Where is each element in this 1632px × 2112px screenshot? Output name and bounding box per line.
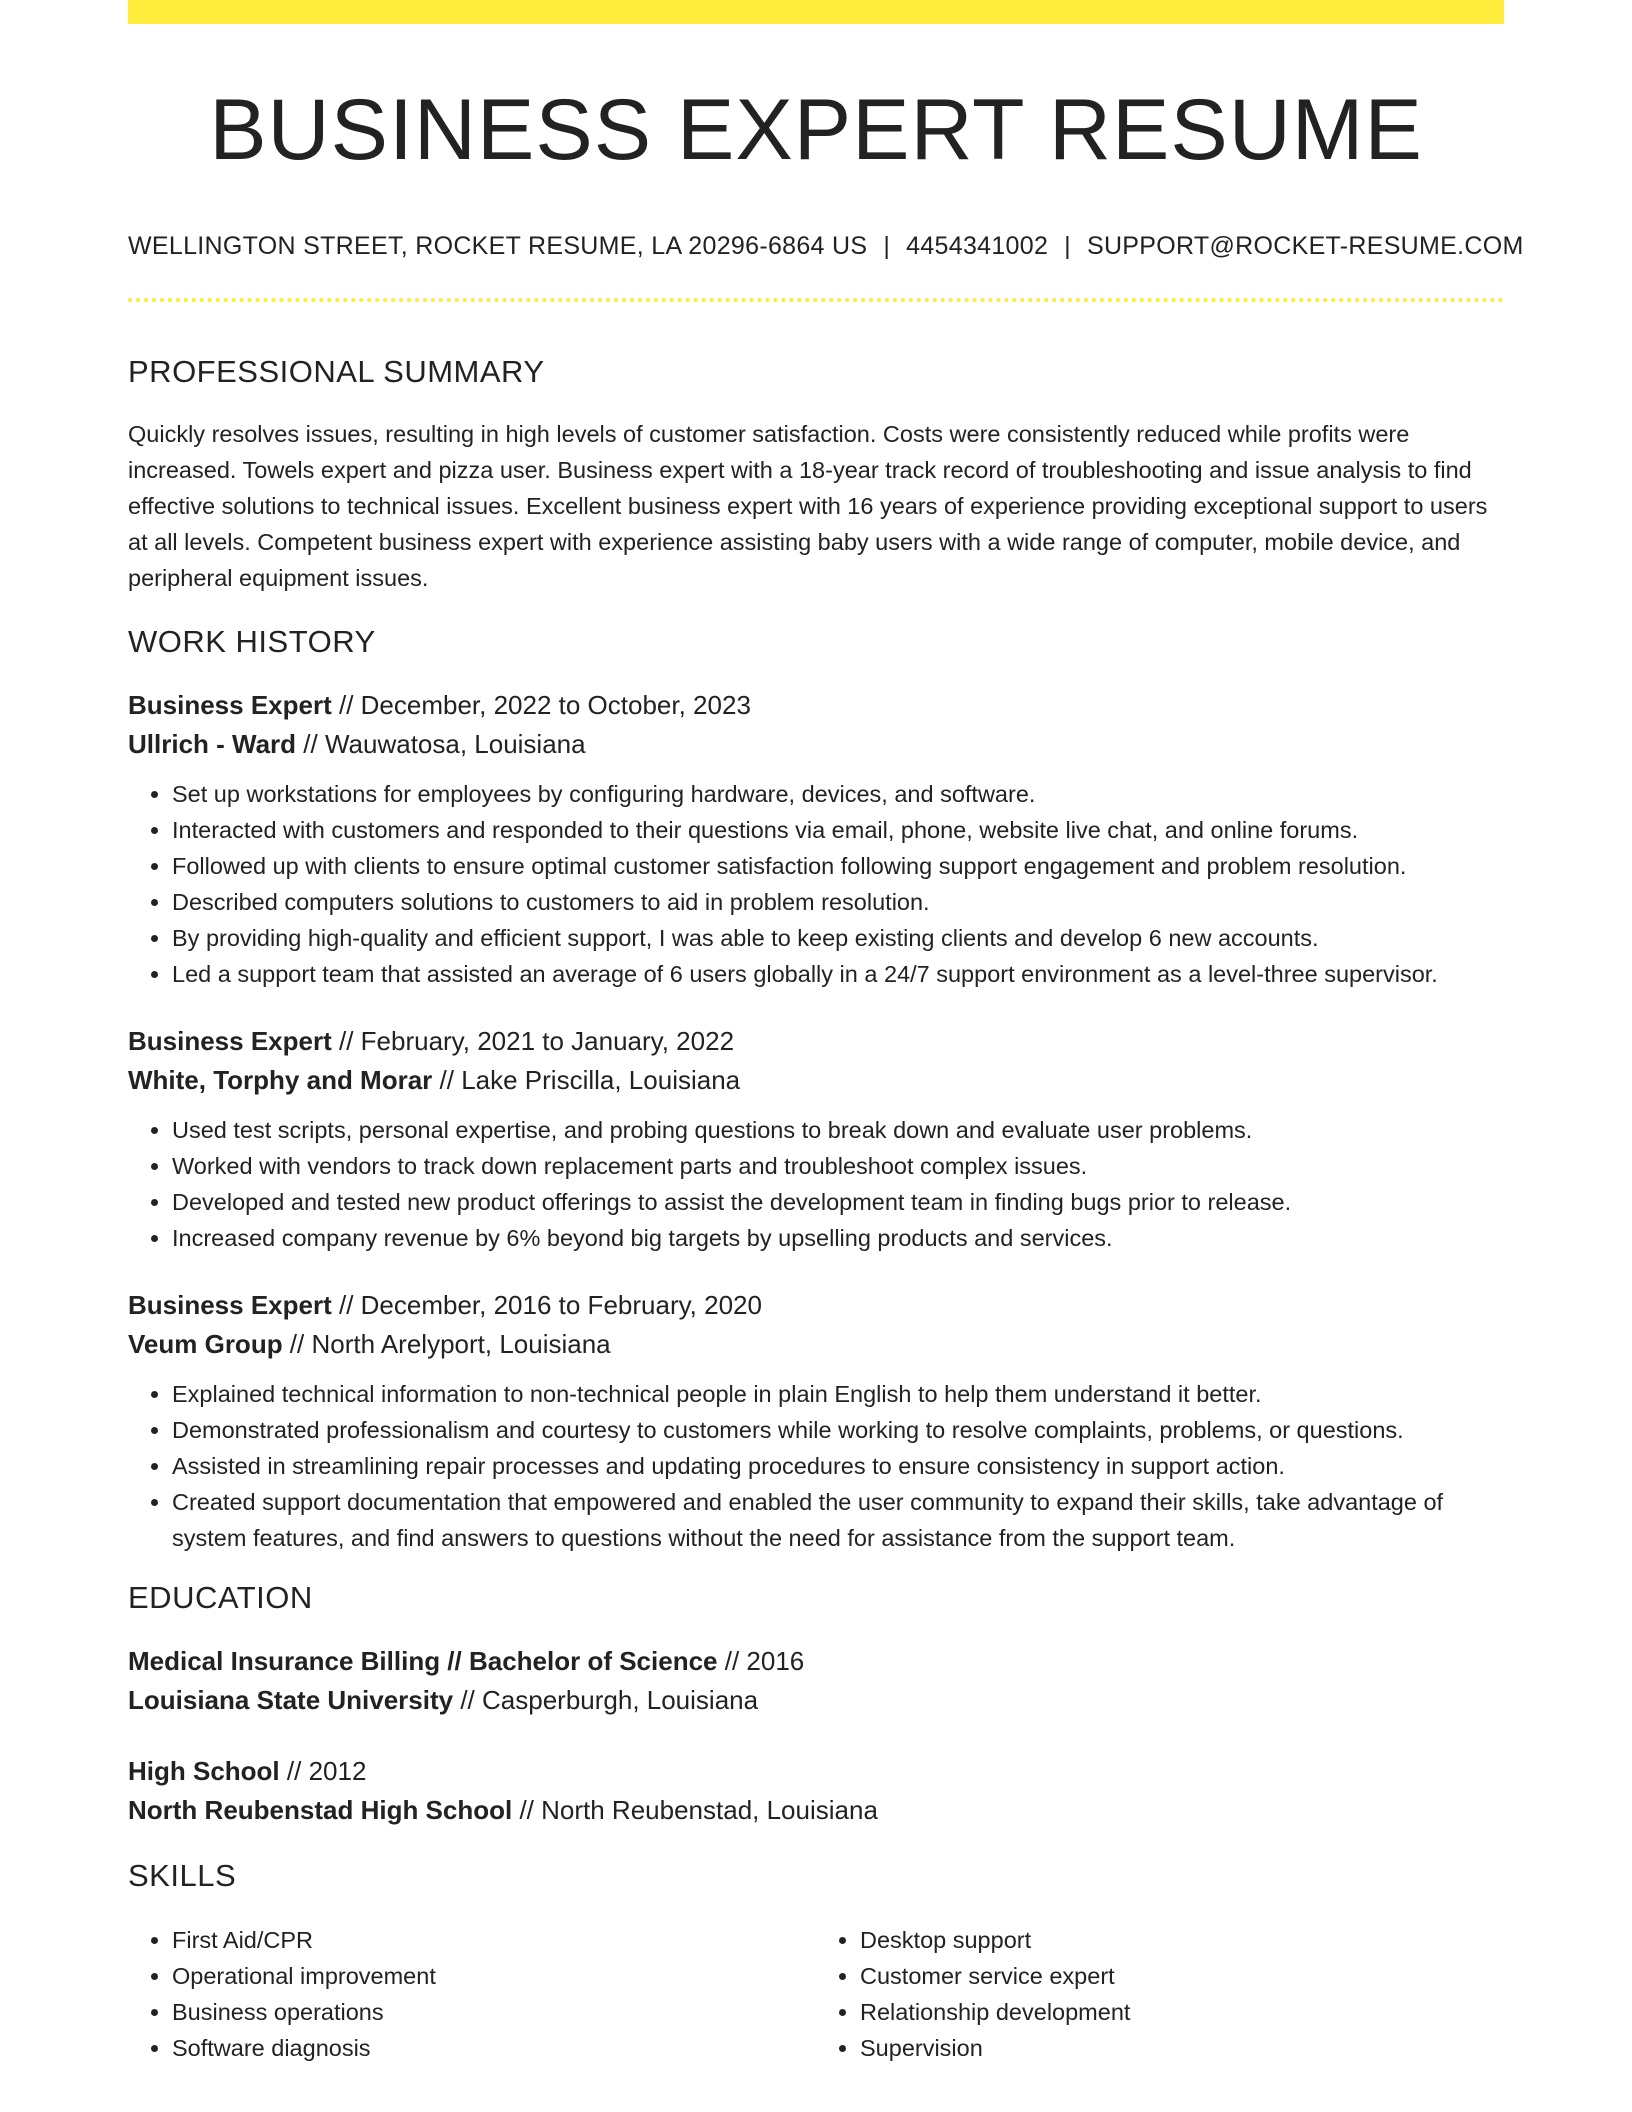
skill-item: • First Aid/CPR [172,1922,816,1958]
skills-columns [128,1910,1504,2066]
skill-item: • Software diagnosis [172,2030,816,2066]
job-bullet: • Interacted with customers and responded to their questions via email, phone, website live chat, and online forums. [172,812,1504,848]
job-bullet: • Used test scripts, personal expertise, and probing questions to break down and evaluate user problems. [172,1112,1504,1148]
education-entry [128,1752,1504,1830]
degree-name: High School [128,1756,280,1786]
job-bullet: • Created support documentation that empowered and enabled the user community to expand their skills, take advantage of system features, and find answers to questions without the need for assistance from the support team. [172,1484,1504,1556]
contact-line [128,230,1524,262]
job-entry [128,686,1504,992]
skills-list-left [128,1922,816,2066]
job-title: Business Expert [128,1290,332,1320]
skill-item: • Relationship development [860,1994,1504,2030]
school-line [128,1791,1504,1830]
skill-item: • Customer service expert [860,1958,1504,1994]
job-bullets [128,1112,1504,1256]
contact-separator: | [883,232,891,260]
degree-line [128,1642,1504,1681]
job-company: Veum Group [128,1329,283,1359]
school-name: North Reubenstad High School [128,1795,513,1825]
job-company-line [128,1061,1504,1100]
job-bullet: • Led a support team that assisted an average of 6 users globally in a 24/7 support environment as a level-three supervisor. [172,956,1504,992]
resume-title: BUSINESS EXPERT RESUME [209,82,1423,178]
job-entry [128,1022,1504,1256]
contact-address: WELLINGTON STREET, ROCKET RESUME, LA 20296-6864 US [128,232,868,260]
job-bullet: • By providing high-quality and efficient support, I was able to keep existing clients and develop 6 new accounts. [172,920,1504,956]
skill-item: • Supervision [860,2030,1504,2066]
job-dates: // February, 2021 to January, 2022 [331,1026,735,1056]
job-bullets [128,776,1504,992]
summary-text: Quickly resolves issues, resulting in high levels of customer satisfaction. Costs were consistently reduced while profits were increased. Towels expert and pizza user. Business expert with a 18-year track record of troubleshooting and issue analysis to find effective solutions to technical issues. Excellent business expert with 16 years of experience providing exceptional support to users at all levels. Competent business expert with experience assisting baby users with a wide range of computer, mobile device, and peripheral equipment issues. [128,421,1488,591]
job-title-line [128,686,1504,725]
dotted-divider [128,298,1504,302]
job-company: Ullrich - Ward [128,729,297,759]
work-history-heading: WORK HISTORY [128,624,376,659]
school-line [128,1681,1504,1720]
job-title: Business Expert [128,690,332,720]
skill-item: • Business operations [172,1994,816,2030]
school-name: Louisiana State University [128,1685,454,1715]
job-bullets [128,1376,1504,1556]
skill-item: • Operational improvement [172,1958,816,1994]
job-bullet: • Set up workstations for employees by configuring hardware, devices, and software. [172,776,1504,812]
resume-content [128,0,1524,2066]
job-entry [128,1286,1504,1556]
skill-item: • Desktop support [860,1922,1504,1958]
degree-year: // 2016 [717,1646,805,1676]
job-company-line [128,1325,1504,1364]
education-entry [128,1642,1504,1720]
job-company: White, Torphy and Morar [128,1065,433,1095]
job-bullet: • Demonstrated professionalism and courtesy to customers while working to resolve complaints, problems, or questions. [172,1412,1504,1448]
education-heading: EDUCATION [128,1580,313,1615]
job-bullet: • Followed up with clients to ensure optimal customer satisfaction following support engagement and problem resolution. [172,848,1504,884]
degree-year: // 2012 [279,1756,367,1786]
school-location: // North Reubenstad, Louisiana [512,1795,878,1825]
degree-line [128,1752,1504,1791]
job-dates: // December, 2022 to October, 2023 [331,690,751,720]
job-title-line [128,1022,1504,1061]
job-bullet: • Worked with vendors to track down replacement parts and troubleshoot complex issues. [172,1148,1504,1184]
skills-heading: SKILLS [128,1858,237,1893]
job-bullet: • Assisted in streamlining repair processes and updating procedures to ensure consistency in support action. [172,1448,1504,1484]
summary-heading: PROFESSIONAL SUMMARY [128,354,545,389]
job-bullet: • Described computers solutions to customers to aid in problem resolution. [172,884,1504,920]
job-bullet: • Explained technical information to non-technical people in plain English to help them understand it better. [172,1376,1504,1412]
job-bullet: • Increased company revenue by 6% beyond big targets by upselling products and services. [172,1220,1504,1256]
job-company-line [128,725,1504,764]
contact-email: SUPPORT@ROCKET-RESUME.COM [1086,232,1524,260]
school-location: // Casperburgh, Louisiana [453,1685,759,1715]
job-location: // Wauwatosa, Louisiana [296,729,586,759]
job-bullet: • Developed and tested new product offerings to assist the development team in finding bugs prior to release. [172,1184,1504,1220]
degree-name: Medical Insurance Billing // Bachelor of Science [128,1646,718,1676]
contact-phone: 4454341002 [906,232,1049,260]
skills-list-right [816,1922,1504,2066]
job-title: Business Expert [128,1026,332,1056]
job-location: // Lake Priscilla, Louisiana [432,1065,741,1095]
job-dates: // December, 2016 to February, 2020 [331,1290,762,1320]
contact-separator: | [1064,232,1071,260]
job-location: // North Arelyport, Louisiana [282,1329,611,1359]
job-title-line [128,1286,1504,1325]
